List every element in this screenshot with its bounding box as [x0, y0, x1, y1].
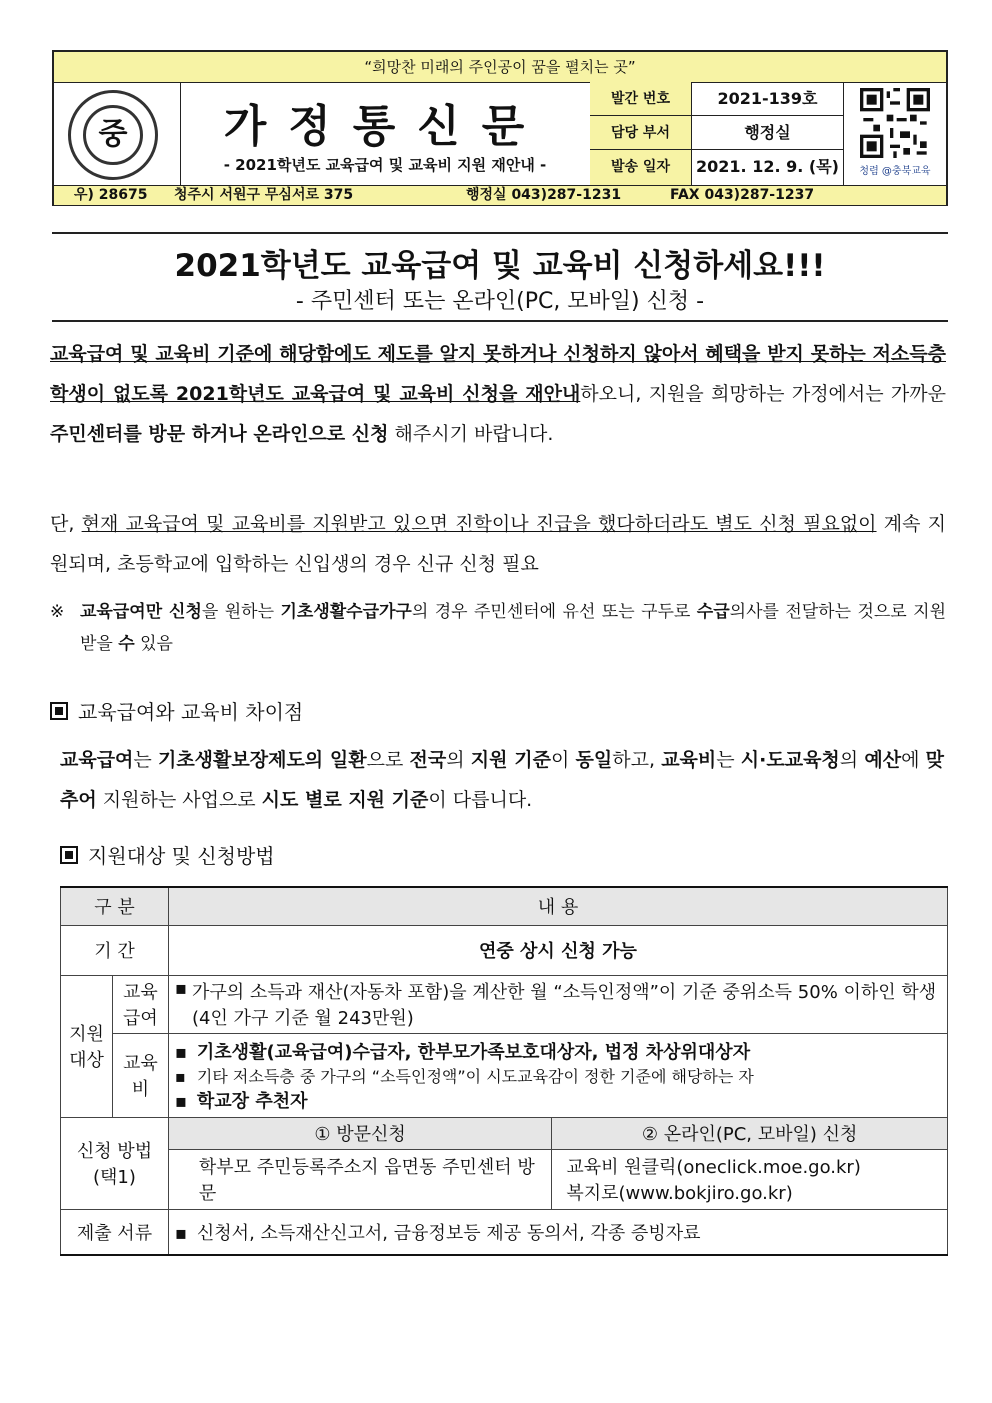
edu-cost-item: 학교장 추천자: [196, 1090, 308, 1112]
note-paragraph: [80, 596, 946, 660]
list-item: [175, 978, 941, 1030]
method-visit-text: 학부모 주민등록주소지 읍면동 주민센터 방문: [168, 1149, 551, 1209]
diff-text-2: 으로: [366, 749, 410, 771]
slogan: “희망찬 미래의 주인공이 꿈을 펼치는 곳”: [54, 52, 946, 83]
bullet-icon: ▪: [174, 1066, 186, 1086]
diff-text-9: 지원하는 사업으로: [96, 789, 262, 811]
continuation-rest: 계속 지원되며, 초등학교에 입학하는 신입생의 경우 신규 신청 필요: [50, 513, 946, 575]
note-text-2: 의 경우 주민센터에 유선 또는 구두로: [411, 602, 697, 622]
table-row-edu-benefit: [61, 975, 948, 1033]
intro-apply-emphasis: 주민센터를 방문 하거나 온라인으로 신청: [50, 423, 389, 445]
diff-bold-10: 시도 별로 지원 기준: [261, 789, 429, 811]
note-emphasis-2: 기초생활수급가구: [280, 602, 412, 622]
diff-bold-3: 전국: [409, 749, 447, 771]
diff-text-7: 의: [839, 749, 865, 771]
diff-bold-4: 지원 기준: [470, 749, 551, 771]
note-emphasis-4: 수: [118, 634, 135, 654]
edu-benefit-content: [168, 975, 947, 1033]
section-heading-difference: [50, 696, 303, 725]
edu-cost-content: [168, 1033, 947, 1117]
square-bullet-icon: [50, 702, 68, 720]
list-item: [175, 1064, 941, 1087]
newspaper-title: 가정통신문: [223, 101, 547, 152]
note-emphasis-1: 교육급여만 신청: [80, 602, 202, 622]
school-logo: [68, 90, 158, 180]
diff-bold-8: 예산: [864, 749, 902, 771]
send-date-value: 2021. 12. 9. (목): [692, 150, 844, 185]
header-category: 구 분: [61, 887, 169, 925]
bullet-icon: ▪: [174, 1041, 188, 1063]
department-value: 행정실: [692, 116, 844, 150]
period-value: 연중 상시 신청 가능: [168, 925, 947, 975]
table-row-period: [61, 925, 948, 975]
diff-bold-2: 기초생활보장제도의 일환: [157, 749, 367, 771]
title-cell: [180, 82, 591, 185]
diff-text-8: 에: [901, 749, 926, 771]
note-emphasis-3: 수급: [696, 602, 730, 622]
section-heading-targets: [60, 840, 275, 869]
newspaper-subtitle: - 2021학년도 교육급여 및 교육비 지원 재안내 -: [223, 156, 547, 174]
qr-caption: 청렴 @충북교육: [859, 166, 931, 177]
department-label: 담당 부서: [590, 116, 692, 150]
section-heading-text: 교육급여와 교육비 차이점: [78, 700, 304, 724]
support-table: [60, 886, 948, 1256]
docs-content: [168, 1209, 947, 1255]
main-title: 2021학년도 교육급여 및 교육비 신청하세요!!!: [174, 248, 826, 284]
list-item: [175, 1038, 941, 1064]
method-online-content: [552, 1149, 948, 1209]
office-phone: 행정실 043)287-1231: [466, 187, 622, 203]
bullet-icon: ▪: [174, 1222, 188, 1244]
intro-emphasis: 교육급여 및 교육비 기준에 해당함에도 제도를 알지 못하거나 신청하지 않아서 혜택을 받지 못하는 저소득층 학생이 없도록 2021학년도 교육급여 및 교육비 신청을 재안내: [50, 343, 946, 405]
method-online-line: 교육비 원클릭(oneclick.moe.go.kr): [566, 1157, 861, 1178]
square-bullet-icon: [60, 846, 78, 864]
table-row-edu-cost: [61, 1033, 948, 1117]
continuation-lead: 단,: [50, 513, 82, 535]
street-address: 청주시 서원구 무심서로 375: [174, 187, 354, 203]
diff-text-6: 는: [716, 749, 741, 771]
header-content: 내 용: [168, 887, 947, 925]
table-row-method-body: [61, 1149, 948, 1209]
logo-cell: [54, 82, 181, 185]
intro-paragraph: [50, 334, 946, 454]
qr-code-icon: [854, 88, 936, 158]
school-logo-char: 중: [83, 105, 143, 165]
issue-number-label: 발간 번호: [590, 82, 692, 116]
section-heading-text: 지원대상 및 신청방법: [88, 844, 275, 868]
diff-bold-9: 맞추어: [60, 749, 944, 811]
table-header-row: [61, 887, 948, 925]
diff-text-1: 는: [133, 749, 158, 771]
fax-number: FAX 043)287-1237: [670, 187, 815, 203]
continuation-paragraph: [50, 504, 946, 584]
edu-benefit-label: 교육 급여: [112, 975, 168, 1033]
continuation-underlined: 현재 교육급여 및 교육비를 지원받고 있으면 진학이나 진급을 했다하더라도 별도 신청 필요없이: [81, 513, 877, 535]
note-text-4: 있음: [134, 634, 173, 654]
intro-text: 하오니, 지원을 희망하는 가정에서는 가까운: [580, 383, 946, 405]
diff-text-10: 이 다릅니다.: [428, 789, 533, 811]
bullet-icon: ▪: [174, 1090, 188, 1112]
edu-cost-item: 기초생활(교육급여)수급자, 한부모가족보호대상자, 법정 차상위대상자: [196, 1041, 751, 1063]
list-item: [175, 1087, 941, 1113]
note-text-1: 을 원하는: [201, 602, 281, 622]
method-online-head: ② 온라인(PC, 모바일) 신청: [552, 1117, 948, 1149]
docs-label: 제출 서류: [61, 1209, 169, 1255]
docs-value: 신청서, 소득재산신고서, 금융정보등 제공 동의서, 각종 증빙자료: [196, 1222, 701, 1244]
note-text-3: 의사를 전달하는 것으로 지원받을: [80, 602, 946, 654]
newsletter-header: [52, 50, 948, 206]
target-label: 지원 대상: [61, 975, 113, 1117]
main-title-box: [52, 232, 948, 322]
note-mark: ※: [50, 602, 65, 622]
address-bar: [54, 185, 946, 205]
diff-bold-5: 동일: [575, 749, 613, 771]
table-row-docs: [61, 1209, 948, 1255]
period-label: 기 간: [61, 925, 169, 975]
issue-number-value: 2021-139호: [692, 82, 844, 116]
diff-text-4: 이: [550, 749, 576, 771]
method-visit-head: ① 방문신청: [168, 1117, 551, 1149]
main-subtitle: - 주민센터 또는 온라인(PC, 모바일) 신청 -: [295, 289, 705, 314]
table-row-method-head: [61, 1117, 948, 1149]
bullet-icon: ▪: [174, 978, 188, 999]
diff-bold-7: 시·도교육청: [740, 749, 840, 771]
diff-text-3: 의: [446, 749, 471, 771]
diff-text-5: 하고,: [612, 749, 662, 771]
diff-bold-1: 교육급여: [60, 749, 134, 771]
edu-cost-label: 교육 비: [112, 1033, 168, 1117]
intro-end: 해주시기 바랍니다.: [388, 423, 554, 445]
method-online-line: 복지로(www.bokjiro.go.kr): [566, 1183, 793, 1204]
edu-cost-item: 기타 저소득층 중 가구의 “소득인정액”이 시도교육감이 정한 기준에 해당하는 자: [196, 1066, 754, 1086]
send-date-label: 발송 일자: [590, 150, 692, 185]
postal-code: 우) 28675: [74, 187, 148, 203]
diff-bold-6: 교육비: [661, 749, 717, 771]
difference-paragraph: [60, 740, 944, 820]
edu-benefit-item: 가구의 소득과 재산(자동차 포함)을 계산한 월 “소득인정액”이 기준 중위소득 50% 이하인 학생(4인 가구 기준 월 243만원): [191, 982, 937, 1029]
method-label: 신청 방법 (택1): [61, 1117, 169, 1209]
